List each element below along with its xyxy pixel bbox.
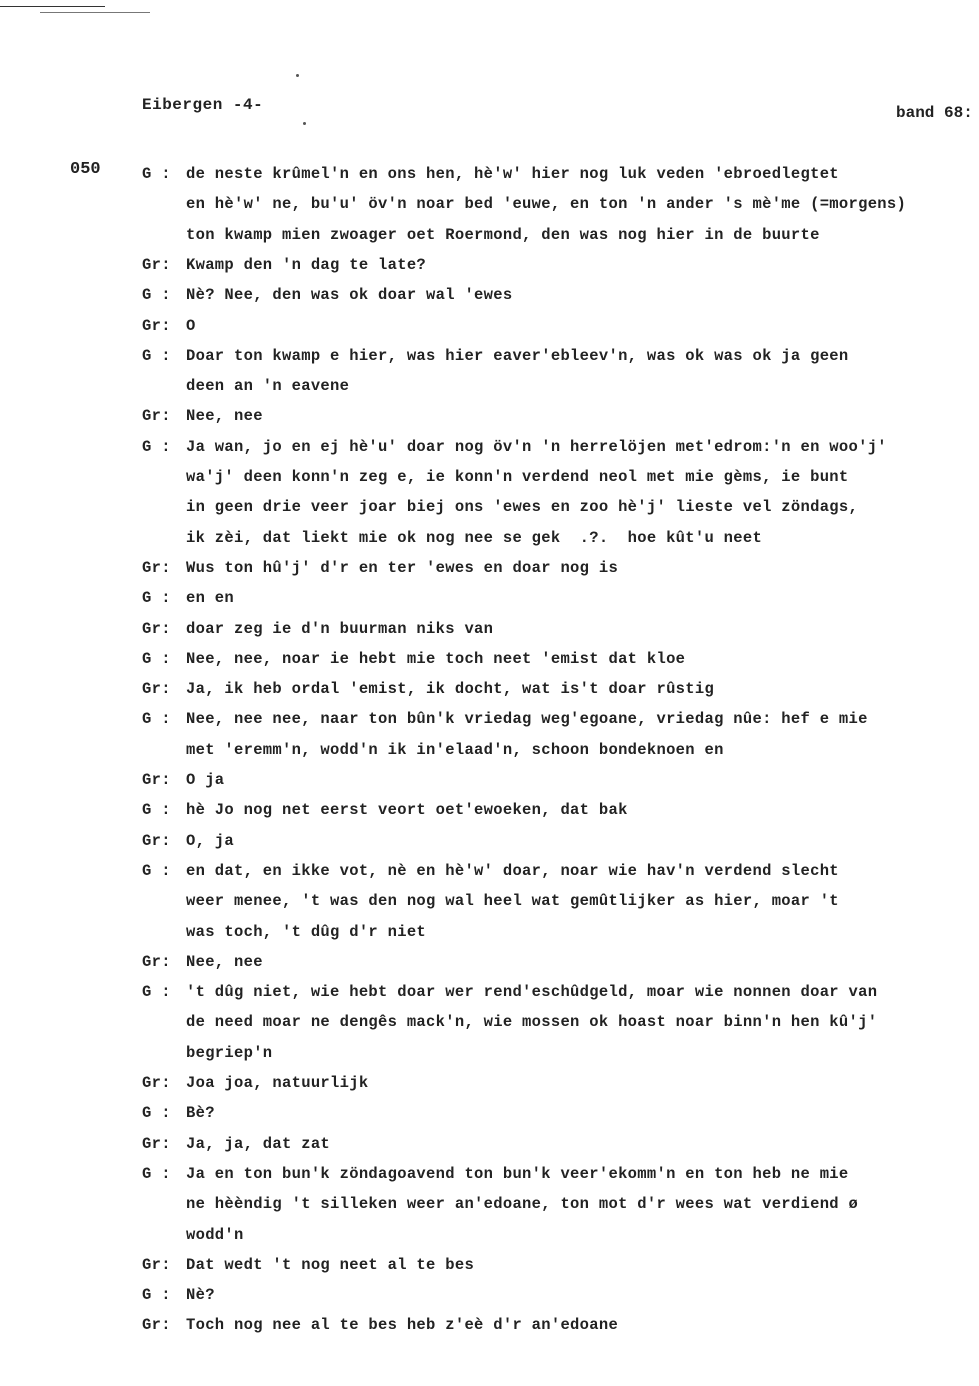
speaker-label: G :: [142, 1286, 171, 1304]
speaker-label: Gr:: [142, 771, 171, 789]
utterance-text: Nee, nee: [186, 953, 263, 971]
top-rule-line-faint: [40, 12, 150, 13]
transcript-line: [142, 950, 263, 974]
utterance-text: Joa joa, natuurlijk: [186, 1074, 369, 1092]
transcript-line: [142, 1162, 849, 1186]
transcript-line: [142, 647, 685, 671]
speaker-label: G :: [142, 1165, 171, 1183]
speaker-label: Gr:: [142, 1074, 171, 1092]
utterance-text: begriep'n: [186, 1044, 273, 1062]
top-rule-line: [0, 6, 105, 7]
speaker-label: Gr:: [142, 1316, 171, 1334]
speaker-label: G :: [142, 710, 171, 728]
utterance-text: de need moar ne dengês mack'n, wie mossen ok hoast noar binn'n hen kû'j': [186, 1013, 878, 1031]
speaker-label: G :: [142, 347, 171, 365]
scan-speck: [303, 122, 306, 125]
utterance-text: hè Jo nog net eerst veort oet'ewoeken, dat bak: [186, 801, 628, 819]
utterance-text: de neste krûmel'n en ons hen, hè'w' hier nog luk veden 'ebroedlegtet: [186, 165, 839, 183]
transcript-line: [142, 314, 196, 338]
transcript-line: [142, 1101, 215, 1125]
transcript-line: [142, 556, 618, 580]
transcript-line: [142, 980, 877, 1004]
transcript-continuation-line: [142, 192, 906, 216]
utterance-text: weer menee, 't was den nog wal heel wat gemûtlijker as hier, moar 't: [186, 892, 839, 910]
transcript-continuation-line: [142, 1010, 877, 1034]
utterance-text: ton kwamp mien zwoager oet Roermond, den was nog hier in de buurte: [186, 226, 820, 244]
transcript-continuation-line: [142, 465, 849, 489]
utterance-text: ne hèèndig 't silleken weer an'edoane, ton mot d'r wees wat verdiend ø: [186, 1195, 859, 1213]
utterance-text: Kwamp den 'n dag te late?: [186, 256, 427, 274]
transcript-line: [142, 1253, 474, 1277]
utterance-text: deen an 'n eavene: [186, 377, 350, 395]
utterance-text: Nè?: [186, 1286, 215, 1304]
speaker-label: G :: [142, 589, 171, 607]
transcript-line: [142, 162, 839, 186]
transcript-continuation-line: [142, 1192, 858, 1216]
speaker-label: G :: [142, 286, 171, 304]
transcript-line: [142, 404, 263, 428]
transcript-line: [142, 707, 868, 731]
transcript-continuation-line: [142, 495, 858, 519]
speaker-label: Gr:: [142, 953, 171, 971]
utterance-text: en dat, en ikke vot, nè en hè'w' doar, noar wie hav'n verdend slecht: [186, 862, 839, 880]
transcript-continuation-line: [142, 223, 820, 247]
speaker-label: G :: [142, 650, 171, 668]
speaker-label: G :: [142, 165, 171, 183]
speaker-label: Gr:: [142, 559, 171, 577]
utterance-text: doar zeg ie d'n buurman niks van: [186, 620, 494, 638]
utterance-text: 't dûg niet, wie hebt doar wer rend'eschûdgeld, moar wie nonnen doar van: [186, 983, 878, 1001]
utterance-text: was toch, 't dûg d'r niet: [186, 923, 427, 941]
speaker-label: Gr:: [142, 407, 171, 425]
transcript-line: [142, 798, 628, 822]
utterance-text: Ja, ik heb ordal 'emist, ik docht, wat is't doar rûstig: [186, 680, 715, 698]
speaker-label: Gr:: [142, 256, 171, 274]
transcript-line: [142, 1283, 215, 1307]
utterance-text: met 'eremm'n, wodd'n ik in'elaad'n, schoon bondeknoen en: [186, 741, 724, 759]
utterance-text: Nè? Nee, den was ok doar wal 'ewes: [186, 286, 513, 304]
page-title: Eibergen -4-: [142, 96, 264, 114]
utterance-text: Wus ton hû'j' d'r en ter 'ewes en doar nog is: [186, 559, 619, 577]
utterance-text: Dat wedt 't nog neet al te bes: [186, 1256, 475, 1274]
transcript-continuation-line: [142, 889, 839, 913]
utterance-text: O, ja: [186, 832, 235, 850]
utterance-text: Ja wan, jo en ej hè'u' doar nog öv'n 'n herrelöjen met'edrom:'n en woo'j': [186, 438, 887, 456]
transcript-line: [142, 253, 426, 277]
speaker-label: G :: [142, 438, 171, 456]
transcript-continuation-line: [142, 1223, 244, 1247]
utterance-text: en hè'w' ne, bu'u' öv'n noar bed 'euwe, en ton 'n ander 's mè'me (=morgens): [186, 195, 907, 213]
speaker-label: Gr:: [142, 317, 171, 335]
transcript-line: [142, 1313, 618, 1337]
transcript-continuation-line: [142, 920, 426, 944]
utterance-text: Toch nog nee al te bes heb z'eè d'r an'edoane: [186, 1316, 619, 1334]
transcript-continuation-line: [142, 526, 762, 550]
transcript-line: [142, 344, 849, 368]
speaker-label: Gr:: [142, 1256, 171, 1274]
utterance-text: wodd'n: [186, 1226, 244, 1244]
speaker-label: G :: [142, 983, 171, 1001]
transcript-continuation-line: [142, 738, 724, 762]
utterance-text: O ja: [186, 771, 225, 789]
transcript-line: [142, 1071, 368, 1095]
transcript-line: [142, 829, 234, 853]
transcript-continuation-line: [142, 1041, 272, 1065]
tape-counter: 050: [70, 160, 101, 179]
utterance-text: Doar ton kwamp e hier, was hier eaver'ebleev'n, was ok was ok ja geen: [186, 347, 849, 365]
transcript-line: [142, 435, 887, 459]
transcript-line: [142, 283, 512, 307]
transcript-continuation-line: [142, 374, 349, 398]
utterance-text: Nee, nee: [186, 407, 263, 425]
speaker-label: Gr:: [142, 1135, 171, 1153]
utterance-text: Nee, nee nee, naar ton bûn'k vriedag weg'egoane, vriedag nûe: hef e mie: [186, 710, 868, 728]
scan-speck: [296, 74, 299, 77]
transcript-line: [142, 768, 224, 792]
utterance-text: ik zèi, dat liekt mie ok nog nee se gek .?. hoe kût'u neet: [186, 529, 763, 547]
utterance-text: O: [186, 317, 196, 335]
transcript-line: [142, 859, 839, 883]
speaker-label: G :: [142, 862, 171, 880]
speaker-label: Gr:: [142, 832, 171, 850]
utterance-text: Ja, ja, dat zat: [186, 1135, 331, 1153]
transcript-line: [142, 586, 234, 610]
band-label: band 68:: [896, 104, 973, 122]
speaker-label: G :: [142, 801, 171, 819]
transcript-line: [142, 617, 493, 641]
utterance-text: en en: [186, 589, 235, 607]
utterance-text: Bè?: [186, 1104, 215, 1122]
transcript-line: [142, 1132, 330, 1156]
utterance-text: in geen drie veer joar biej ons 'ewes en zoo hè'j' lieste vel zöndags,: [186, 498, 859, 516]
utterance-text: Ja en ton bun'k zöndagoavend ton bun'k veer'ekomm'n en ton heb ne mie: [186, 1165, 849, 1183]
speaker-label: G :: [142, 1104, 171, 1122]
speaker-label: Gr:: [142, 680, 171, 698]
speaker-label: Gr:: [142, 620, 171, 638]
transcript-line: [142, 677, 714, 701]
utterance-text: Nee, nee, noar ie hebt mie toch neet 'emist dat kloe: [186, 650, 686, 668]
utterance-text: wa'j' deen konn'n zeg e, ie konn'n verdend neol met mie gèms, ie bunt: [186, 468, 849, 486]
